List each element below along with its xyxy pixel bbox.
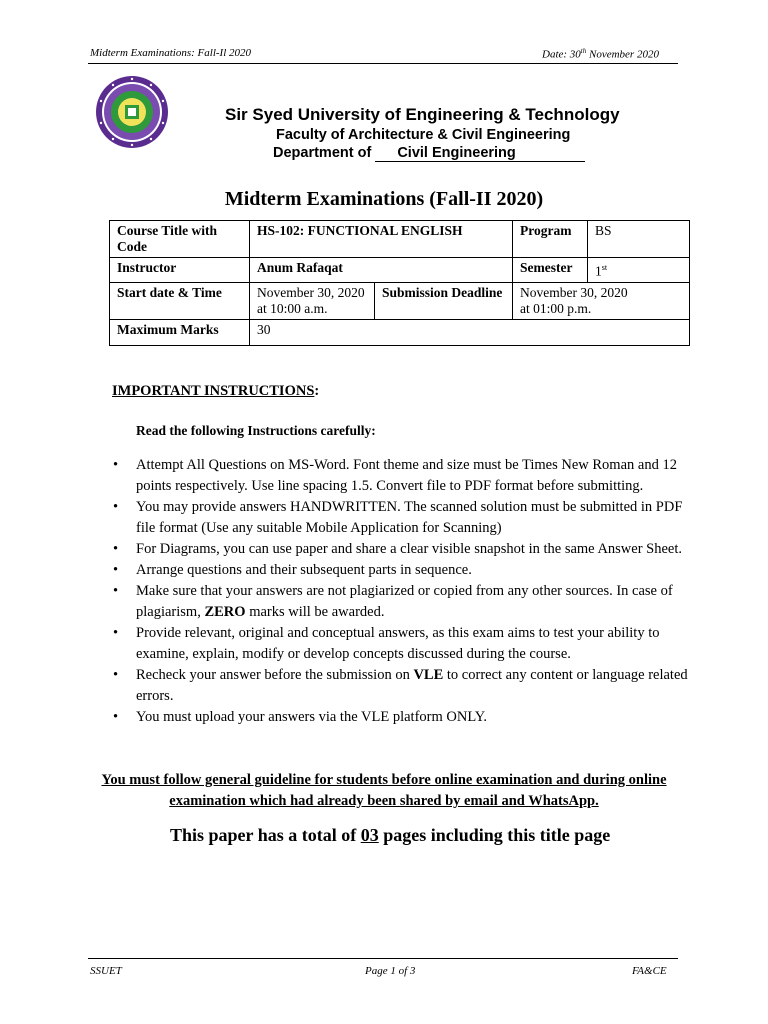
deadline-value: November 30, 2020 at 01:00 p.m. [513, 282, 690, 319]
marks-label: Maximum Marks [110, 319, 250, 345]
header-exam-name: Midterm Examinations: Fall-Il 2020 [90, 47, 252, 59]
program-value: BS [588, 221, 690, 258]
header-rule [88, 63, 678, 64]
list-item: • Attempt All Questions on MS-Word. Font theme and size must be Times New Roman and 12 points respectively. Use line spacing 1.5. Convert file to PDF format before submitting. [113, 457, 677, 494]
instructions-list [110, 455, 690, 728]
semester-value: 1st [588, 258, 690, 283]
program-label: Program [513, 221, 588, 258]
footer-left: SSUET [90, 965, 122, 977]
department-value: Civil Engineering [375, 145, 585, 162]
list-item: • Provide relevant, original and conceptual answers, as this exam aims to test your ability to examine, explain, modify or develop concepts discussed during the course. [113, 625, 660, 662]
start-value: November 30, 2020 at 10:00 a.m. [250, 282, 375, 319]
start-label: Start date & Time [110, 282, 250, 319]
exam-title: Midterm Examinations (Fall-II 2020) [224, 188, 544, 210]
instructor-value: Anum Rafaqat [250, 258, 513, 283]
total-pages-note: This paper has a total of 03 pages including this title page [170, 825, 611, 845]
semester-label: Semester [513, 258, 588, 283]
department-line [273, 145, 585, 162]
list-item: • You may provide answers HANDWRITTEN. The scanned solution must be submitted in PDF file format (Use any suitable Mobile Application for Scanning) [113, 499, 683, 536]
footer-rule [88, 958, 678, 959]
course-title-label: Course Title with Code [110, 221, 250, 258]
list-item: • Recheck your answer before the submission on VLE to correct any content or language related errors. [113, 667, 688, 704]
instructor-label: Instructor [110, 258, 250, 283]
marks-value: 30 [250, 319, 690, 345]
university-seal-icon [95, 75, 169, 149]
faculty-name: Faculty of Architecture & Civil Engineering [276, 127, 571, 143]
list-item: • For Diagrams, you can use paper and share a clear visible snapshot in the same Answer Sheet. [113, 541, 683, 557]
footer-right: FA&CE [632, 965, 667, 977]
list-item: • Make sure that your answers are not plagiarized or copied from any other sources. In case of plagiarism, ZERO marks will be awarded. [113, 583, 673, 620]
header-date: Date: 30th November 2020 [542, 47, 659, 61]
department-label: Department of [273, 145, 372, 161]
course-info-table [109, 220, 690, 346]
guideline-notice: You must follow general guideline for students before online examination and during online examination which had already been shared by email and WhatsApp. [101, 772, 667, 809]
deadline-label: Submission Deadline [375, 282, 513, 319]
list-item: • Arrange questions and their subsequent parts in sequence. [113, 562, 472, 578]
list-item: • You must upload your answers via the VLE platform ONLY. [113, 709, 487, 725]
instructions-subheading: Read the following Instructions carefully: [136, 423, 376, 438]
university-name: Sir Syed University of Engineering & Technology [225, 105, 620, 124]
instructions-heading: IMPORTANT INSTRUCTIONS: [112, 383, 320, 399]
footer-page-number: Page 1 of 3 [365, 965, 416, 977]
course-title-value: HS-102: FUNCTIONAL ENGLISH [250, 221, 513, 258]
